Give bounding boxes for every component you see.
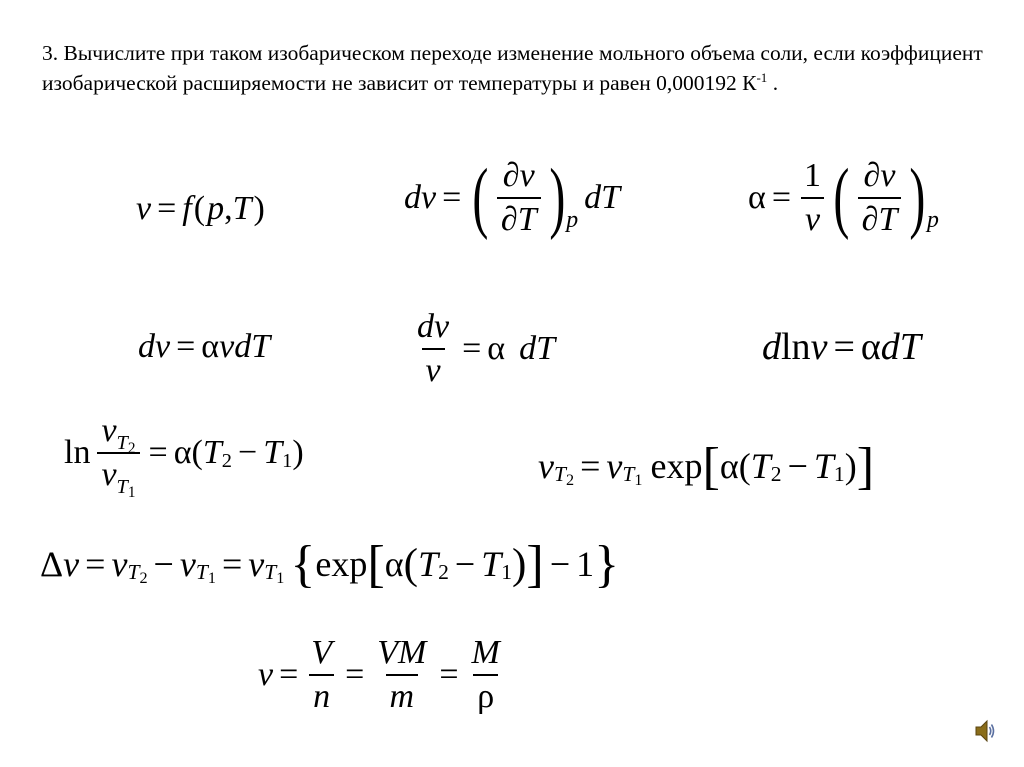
problem-tail: . bbox=[767, 71, 779, 95]
speaker-icon[interactable] bbox=[974, 718, 996, 744]
unit-exponent: -1 bbox=[756, 70, 768, 85]
equation-exp-solution: v T2 = v T1 exp [ α ( T 2 − T 1 ) ] bbox=[538, 437, 875, 495]
problem-text: 3. Вычислите при таком изобарическом переходе изменение мольного объема соли, если коэффициент изобарической расширяемости не зависит от температуры и равен 0,000192 К bbox=[42, 41, 983, 95]
equation-dv-alpha: d v = α v d T bbox=[138, 328, 271, 365]
equation-dv-over-v: $\frac{dv}{v}$ = α d T bbox=[417, 308, 556, 389]
equation-differential: d v = ( $\frac{\partial v}{\partial T}$ ) p d T bbox=[404, 153, 621, 241]
partial-fraction: $\frac{\partial v}{\partial T}$ bbox=[497, 159, 541, 237]
equation-state-function: v = f ( p , T ) bbox=[136, 190, 265, 227]
equation-dlnv: d ln v = α d T bbox=[762, 326, 921, 368]
equation-expansion-coefficient: α = $\frac{1}{v}$ ( $\frac{\partial v}{\partial T}$ ) p bbox=[748, 153, 939, 241]
problem-statement bbox=[42, 38, 1002, 98]
equation-molar-volume: v = $\frac{V}{n}$ = $\frac{VM}{m}$ = $\frac{M}{\rho}$ bbox=[258, 634, 500, 715]
equation-delta-v: Δ v = v T2 − v T1 = v T1 { exp [ α ( T 2 − T 1 ) ] − 1 } bbox=[40, 535, 620, 593]
equation-ln-ratio: ln $\frac{v_{T2}}{v_{T1}}$ = α ( T 2 − T 1 ) bbox=[64, 412, 304, 501]
